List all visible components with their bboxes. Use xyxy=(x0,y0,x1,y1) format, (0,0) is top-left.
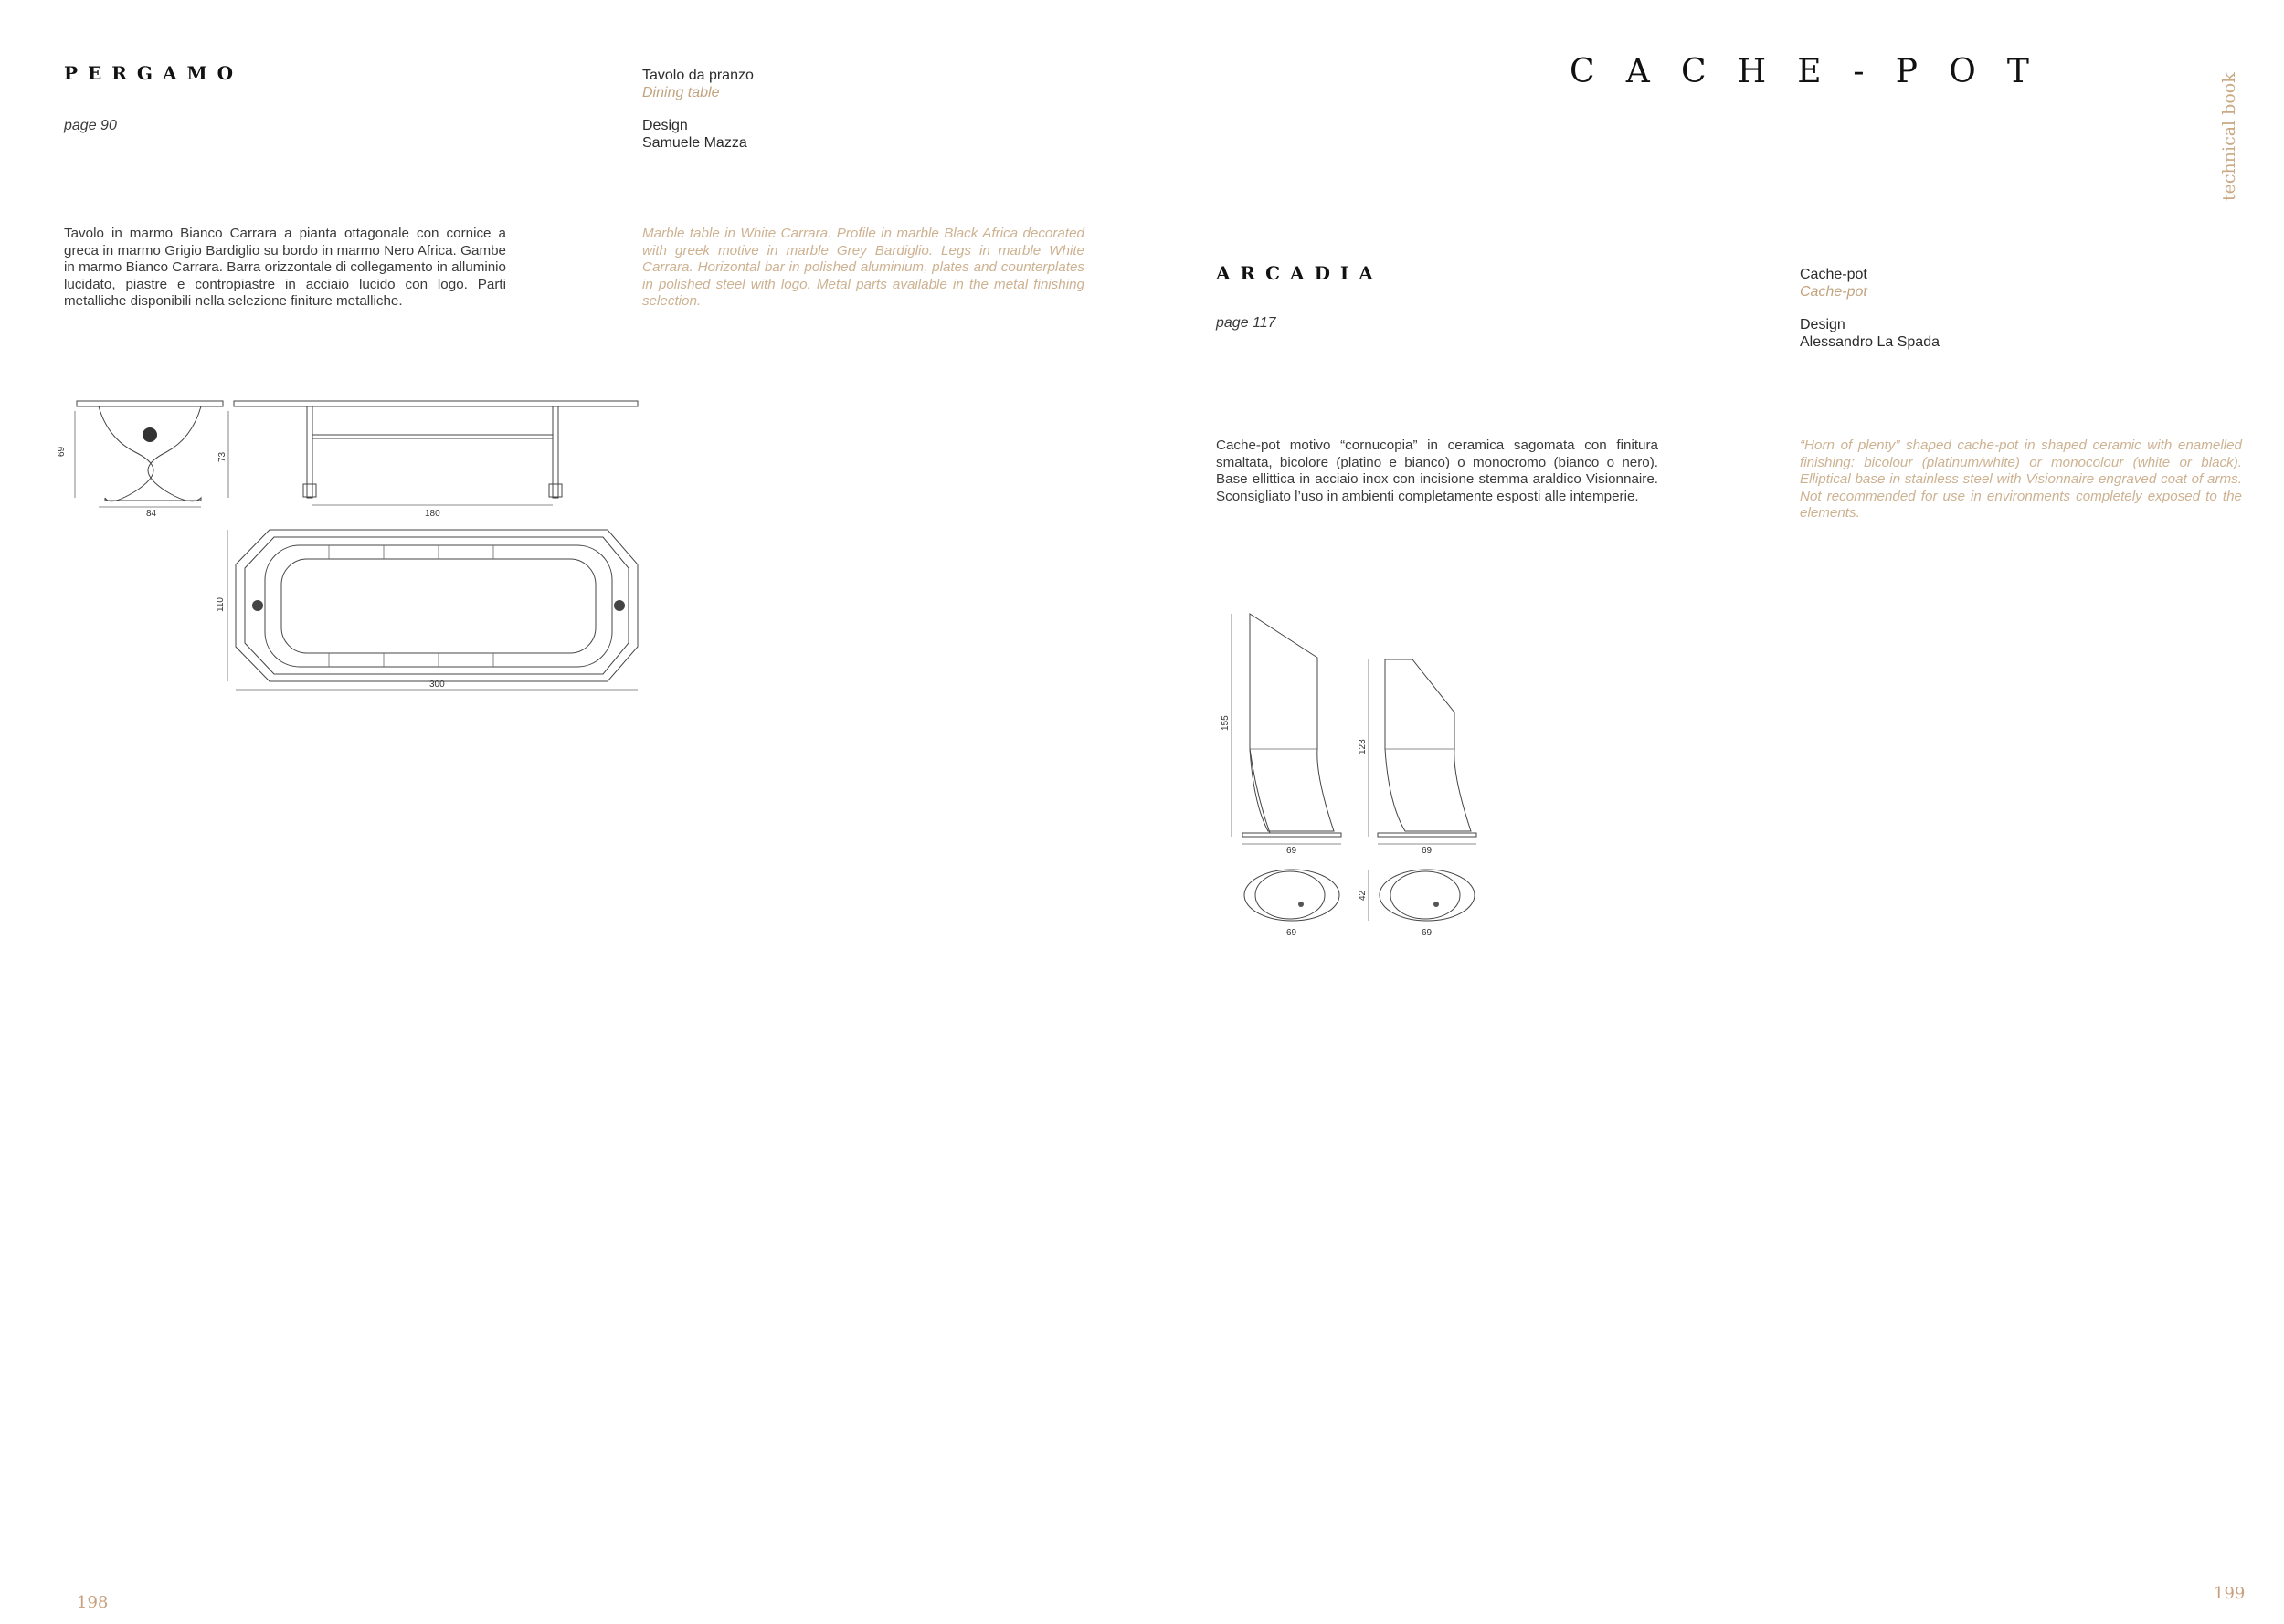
dim-height-155: 155 xyxy=(1221,715,1231,731)
dim-width-84: 84 xyxy=(146,509,157,519)
designer-name: Alessandro La Spada xyxy=(1800,334,1940,350)
design-label: Design xyxy=(1800,317,1845,332)
pergamo-front-view xyxy=(228,401,638,505)
description-italian: Tavolo in marmo Bianco Carrara a pianta ottagonale con cornice a greca in marmo Grigio Bardiglio su bordo in marmo Nero Africa. Gambe in marmo Bianco Carrara. Barra orizzontale di collegamento in alluminio lucidato, piastre e contropiastre in acciaio lucido con logo. Parti metalliche disponibili nella selezione finiture metalliche. xyxy=(64,226,506,310)
arcadia-top-view-1 xyxy=(1244,870,1339,921)
pergamo-side-view xyxy=(75,401,223,507)
arcadia-top-view-2 xyxy=(1369,870,1475,921)
arcadia-front-view-short xyxy=(1369,659,1476,844)
technical-book-label: technical book xyxy=(2219,72,2239,201)
page-number-right: 199 xyxy=(2214,1584,2246,1603)
dim-length-300: 300 xyxy=(429,680,445,690)
dim-width-69-short: 69 xyxy=(1422,846,1433,856)
product-type-block xyxy=(642,67,754,152)
dim-base-69-b: 69 xyxy=(1422,928,1433,938)
product-type-en: Dining table xyxy=(642,85,720,100)
description-english: “Horn of plenty” shaped cache-pot in shaped ceramic with enamelled finishing: bicolour (platinum/white) or monocolour (white or black). Elliptical base in stainless steel with Visionnaire engraved coat of arms. Not recommended for use in environments completely exposed to the elements. xyxy=(1800,438,2242,522)
page-reference: page 90 xyxy=(64,118,117,133)
product-type-it: Cache-pot xyxy=(1800,267,1867,282)
product-title-arcadia: ARCADIA xyxy=(1216,262,1383,284)
pergamo-technical-drawing xyxy=(55,384,658,703)
dim-height-73: 73 xyxy=(217,451,227,462)
design-label: Design xyxy=(642,118,688,133)
product-type-it: Tavolo da pranzo xyxy=(642,68,754,83)
dim-height-123: 123 xyxy=(1358,739,1368,754)
product-type-en: Cache-pot xyxy=(1800,284,1867,300)
page-number-left: 198 xyxy=(77,1593,109,1612)
product-type-block xyxy=(1800,266,1940,351)
description-italian: Cache-pot motivo “cornucopia” in ceramica sagomata con finitura smaltata, bicolore (platino e bianco) o monocromo (bianco o nero). Base ellittica in acciaio inox con incisione stemma araldico Visionnaire. Sconsigliato l’uso in ambienti completamente esposti alle intemperie. xyxy=(1216,438,1658,504)
dim-width-69-tall: 69 xyxy=(1286,846,1297,856)
description-english: Marble table in White Carrara. Profile in marble Black Africa decorated with greek motive in marble Grey Bardiglio. Legs in marble White Carrara. Horizontal bar in polished aluminium, plates and counterplates in polished steel with logo. Metal parts available in the metal finishing selection. xyxy=(642,226,1084,310)
dim-width-180: 180 xyxy=(425,509,440,519)
pergamo-top-view xyxy=(227,530,638,690)
dim-base-69-a: 69 xyxy=(1286,928,1297,938)
page-reference: page 117 xyxy=(1216,315,1276,331)
designer-name: Samuele Mazza xyxy=(642,135,747,151)
dim-height-69: 69 xyxy=(57,446,67,457)
dim-depth-110: 110 xyxy=(216,597,226,612)
dim-depth-42: 42 xyxy=(1358,890,1368,901)
arcadia-technical-drawing xyxy=(1206,603,1535,950)
arcadia-front-view-tall xyxy=(1232,614,1341,844)
product-title-pergamo: PERGAMO xyxy=(64,62,244,84)
section-title-cache-pot: CACHE-POT xyxy=(1570,53,2061,90)
